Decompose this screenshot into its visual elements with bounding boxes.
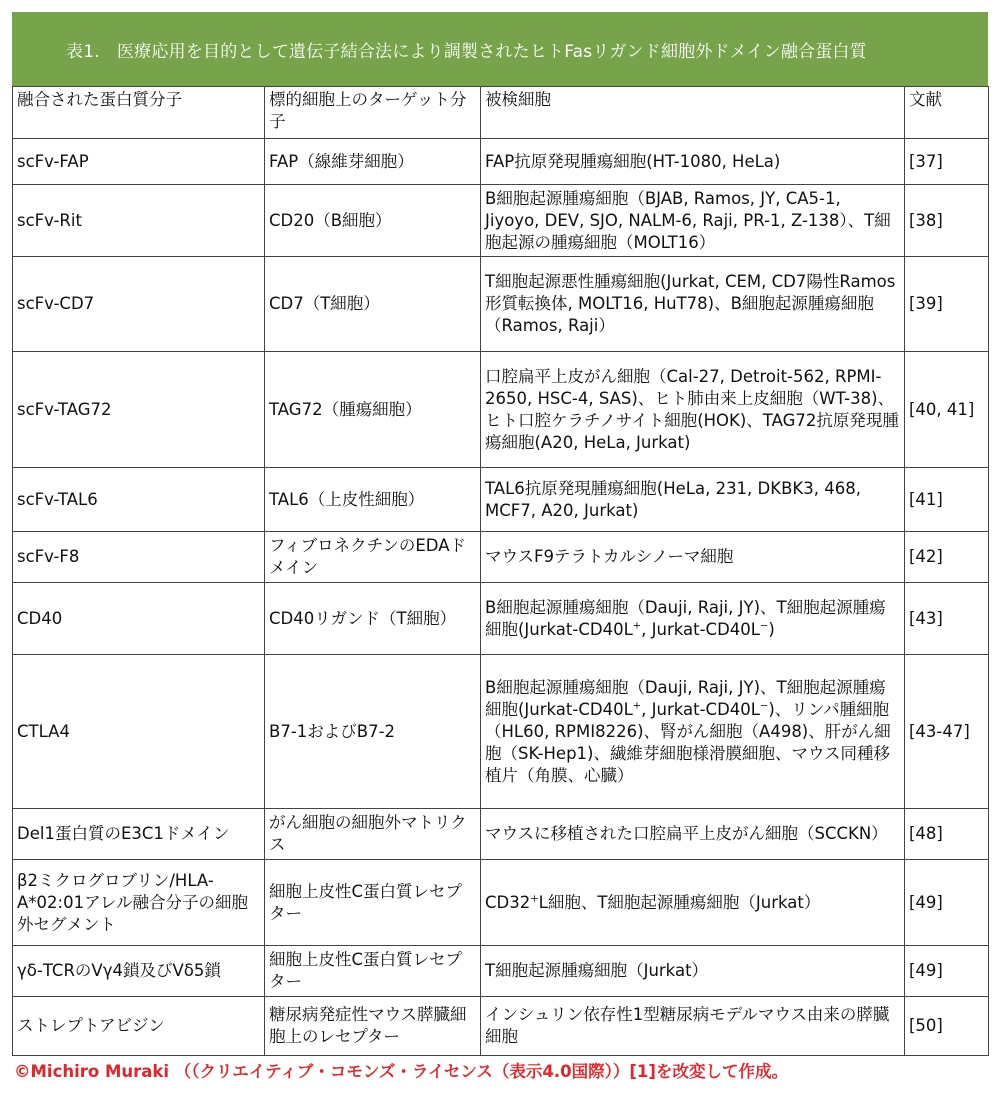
- table-row: [13, 583, 989, 655]
- ref-cell: [41]: [905, 468, 989, 532]
- target-cell: 細胞上皮性C蛋白質レセプター: [265, 946, 481, 997]
- target-cell: TAG72（腫瘍細胞）: [265, 352, 481, 468]
- table-title: 表1. 医療応用を目的として遺伝子結合法により調製されたヒトFasリガンド細胞外ドメイン融合蛋白質: [12, 12, 988, 86]
- target-cell: CD7（T細胞）: [265, 257, 481, 352]
- target-cell: 糖尿病発症性マウス膵臓細胞上のレセプター: [265, 997, 481, 1056]
- table-row: [13, 532, 989, 583]
- ref-cell: [39]: [905, 257, 989, 352]
- target-cell: フィブロネクチンのEDAドメイン: [265, 532, 481, 583]
- molecule-cell: scFv-TAG72: [13, 352, 265, 468]
- target-cell: FAP（線維芽細胞）: [265, 139, 481, 185]
- header-molecule: 融合された蛋白質分子: [13, 87, 265, 139]
- ref-cell: [50]: [905, 997, 989, 1056]
- target-cell: TAL6（上皮性細胞）: [265, 468, 481, 532]
- table-row: [13, 860, 989, 946]
- cells-cell: TAL6抗原発現腫瘍細胞(HeLa, 231, DKBK3, 468, MCF7, A20, Jurkat): [481, 468, 905, 532]
- ref-cell: [43]: [905, 583, 989, 655]
- table-row: [13, 257, 989, 352]
- ref-cell: [37]: [905, 139, 989, 185]
- molecule-cell: CTLA4: [13, 655, 265, 809]
- cells-cell: T細胞起源悪性腫瘍細胞(Jurkat, CEM, CD7陽性Ramos形質転換体, MOLT16, HuT78)、B細胞起源腫瘍細胞（Ramos, Raji）: [481, 257, 905, 352]
- molecule-cell: scFv-FAP: [13, 139, 265, 185]
- header-ref: 文献: [905, 87, 989, 139]
- fusion-protein-table: [12, 86, 989, 1056]
- header-row: [13, 87, 989, 139]
- molecule-cell: scFv-Rit: [13, 185, 265, 257]
- molecule-cell: CD40: [13, 583, 265, 655]
- table-container: [12, 12, 988, 1056]
- molecule-cell: γδ-TCRのVγ4鎖及びVδ5鎖: [13, 946, 265, 997]
- table-row: [13, 997, 989, 1056]
- table-row: [13, 139, 989, 185]
- target-cell: CD40リガンド（T細胞）: [265, 583, 481, 655]
- cells-cell: インシュリン依存性1型糖尿病モデルマウス由来の膵臓細胞: [481, 997, 905, 1056]
- molecule-cell: ストレプトアビジン: [13, 997, 265, 1056]
- ref-cell: [42]: [905, 532, 989, 583]
- molecule-cell: Del1蛋白質のE3C1ドメイン: [13, 809, 265, 860]
- table-row: [13, 185, 989, 257]
- cells-cell: B細胞起源腫瘍細胞（Dauji, Raji, JY)、T細胞起源腫瘍細胞(Jurkat-CD40L+, Jurkat-CD40L−)、リンパ腫細胞（HL60, RPMI8226)、腎がん細胞（A498)、肝がん細胞（SK-Hep1)、繊維芽細胞様滑膜細胞、マウス同種移植片（角膜、心臓）: [481, 655, 905, 809]
- ref-cell: [48]: [905, 809, 989, 860]
- cells-cell: FAP抗原発現腫瘍細胞(HT-1080, HeLa): [481, 139, 905, 185]
- target-cell: がん細胞の細胞外マトリクス: [265, 809, 481, 860]
- target-cell: B7-1およびB7-2: [265, 655, 481, 809]
- target-cell: CD20（B細胞）: [265, 185, 481, 257]
- cells-cell: B細胞起源腫瘍細胞（Dauji, Raji, JY)、T細胞起源腫瘍細胞(Jurkat-CD40L+, Jurkat-CD40L−): [481, 583, 905, 655]
- cells-cell: B細胞起源腫瘍細胞（BJAB, Ramos, JY, CA5-1, Jiyoyo, DEV, SJO, NALM-6, Raji, PR-1, Z-138）、T細胞起源の腫瘍細胞（MOLT16）: [481, 185, 905, 257]
- table-row: [13, 946, 989, 997]
- cells-cell: マウスF9テラトカルシノーマ細胞: [481, 532, 905, 583]
- table-row: [13, 468, 989, 532]
- cells-cell: CD32+L細胞、T細胞起源腫瘍細胞（Jurkat）: [481, 860, 905, 946]
- ref-cell: [38]: [905, 185, 989, 257]
- cells-cell: マウスに移植された口腔扁平上皮がん細胞（SCCKN）: [481, 809, 905, 860]
- ref-cell: [43-47]: [905, 655, 989, 809]
- ref-cell: [49]: [905, 860, 989, 946]
- molecule-cell: scFv-F8: [13, 532, 265, 583]
- cells-cell: T細胞起源腫瘍細胞（Jurkat）: [481, 946, 905, 997]
- table-row: [13, 352, 989, 468]
- table-row: [13, 655, 989, 809]
- molecule-cell: scFv-TAL6: [13, 468, 265, 532]
- ref-cell: [49]: [905, 946, 989, 997]
- header-cells: 被検細胞: [481, 87, 905, 139]
- molecule-cell: scFv-CD7: [13, 257, 265, 352]
- target-cell: 細胞上皮性C蛋白質レセプター: [265, 860, 481, 946]
- table-row: [13, 809, 989, 860]
- ref-cell: [40, 41]: [905, 352, 989, 468]
- header-target: 標的細胞上のターゲット分子: [265, 87, 481, 139]
- cells-cell: 口腔扁平上皮がん細胞（Cal-27, Detroit-562, RPMI-2650, HSC-4, SAS)、ヒト肺由来上皮細胞（WT-38)、ヒト口腔ケラチノサイト細胞(HOK)、TAG72抗原発現腫瘍細胞(A20, HeLa, Jurkat): [481, 352, 905, 468]
- copyright-footer: ©Michiro Muraki （（クリエイティブ・コモンズ・ライセンス（表示4.0国際））[1]を改変して作成。: [14, 1062, 788, 1081]
- molecule-cell: β2ミクログロブリン/HLA-A*02:01アレル融合分子の細胞外セグメント: [13, 860, 265, 946]
